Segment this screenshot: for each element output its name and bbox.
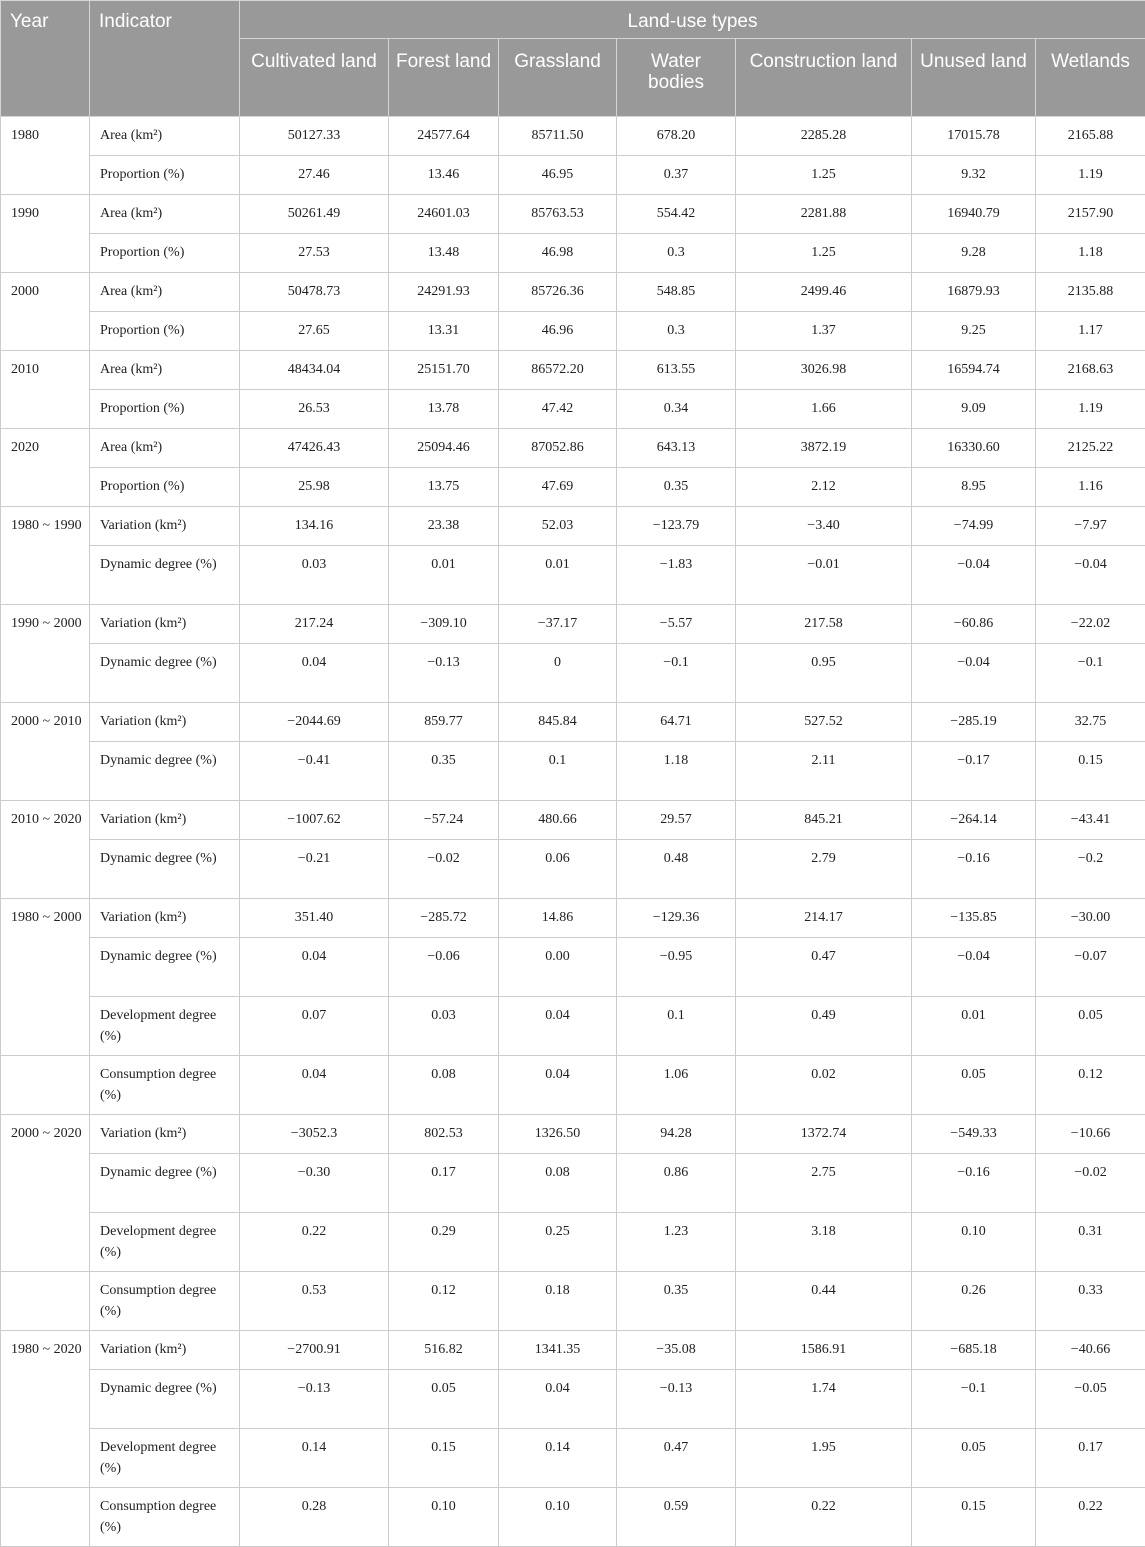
year-cell: 1980 ~ 2020 <box>1 1331 90 1488</box>
value-cell: 548.85 <box>617 273 736 312</box>
value-cell: 0.3 <box>617 234 736 273</box>
value-cell: 134.16 <box>240 507 389 546</box>
value-cell: 2.11 <box>736 742 912 801</box>
value-cell: 85726.36 <box>499 273 617 312</box>
value-cell: 87052.86 <box>499 429 617 468</box>
value-cell: 0.15 <box>1036 742 1145 801</box>
value-cell: 2.75 <box>736 1154 912 1213</box>
value-cell: 678.20 <box>617 117 736 156</box>
value-cell: 2168.63 <box>1036 351 1145 390</box>
table-row <box>1 1272 1145 1331</box>
indicator-cell: Dynamic degree (%) <box>90 840 240 899</box>
value-cell: −0.13 <box>389 644 499 703</box>
value-cell: 13.31 <box>389 312 499 351</box>
table-row <box>1 1488 1145 1547</box>
column-header: Cultivated land <box>240 39 389 117</box>
value-cell: −264.14 <box>912 801 1036 840</box>
value-cell: −0.17 <box>912 742 1036 801</box>
table-row <box>1 938 1145 997</box>
value-cell: 3872.19 <box>736 429 912 468</box>
value-cell: −135.85 <box>912 899 1036 938</box>
table-row <box>1 605 1145 644</box>
value-cell: 0.1 <box>499 742 617 801</box>
value-cell: 2285.28 <box>736 117 912 156</box>
indicator-cell: Area (km²) <box>90 273 240 312</box>
year-cell: 1980 ~ 1990 <box>1 507 90 605</box>
value-cell: 0.04 <box>240 938 389 997</box>
value-cell: 47.42 <box>499 390 617 429</box>
value-cell: 3026.98 <box>736 351 912 390</box>
table-row <box>1 644 1145 703</box>
value-cell: −0.16 <box>912 1154 1036 1213</box>
value-cell: 0.01 <box>499 546 617 605</box>
value-cell: 527.52 <box>736 703 912 742</box>
indicator-cell: Consumption degree (%) <box>90 1488 240 1547</box>
value-cell: 0.03 <box>389 997 499 1056</box>
table-row <box>1 351 1145 390</box>
table-row <box>1 801 1145 840</box>
value-cell: −7.97 <box>1036 507 1145 546</box>
value-cell: 0.37 <box>617 156 736 195</box>
value-cell: 0.04 <box>240 644 389 703</box>
value-cell: 25094.46 <box>389 429 499 468</box>
indicator-cell: Dynamic degree (%) <box>90 546 240 605</box>
year-cell: 1980 <box>1 117 90 195</box>
value-cell: 0.00 <box>499 938 617 997</box>
value-cell: −0.05 <box>1036 1370 1145 1429</box>
value-cell: −37.17 <box>499 605 617 644</box>
value-cell: 94.28 <box>617 1115 736 1154</box>
value-cell: 1.95 <box>736 1429 912 1488</box>
column-header: Forest land <box>389 39 499 117</box>
value-cell: 2281.88 <box>736 195 912 234</box>
value-cell: −74.99 <box>912 507 1036 546</box>
value-cell: 2.79 <box>736 840 912 899</box>
value-cell: 0.05 <box>1036 997 1145 1056</box>
value-cell: 0.47 <box>617 1429 736 1488</box>
value-cell: 32.75 <box>1036 703 1145 742</box>
value-cell: −35.08 <box>617 1331 736 1370</box>
indicator-cell: Variation (km²) <box>90 1331 240 1370</box>
table-row <box>1 1213 1145 1272</box>
indicator-cell: Proportion (%) <box>90 312 240 351</box>
value-cell: 9.09 <box>912 390 1036 429</box>
value-cell: 52.03 <box>499 507 617 546</box>
value-cell: 86572.20 <box>499 351 617 390</box>
value-cell: −285.19 <box>912 703 1036 742</box>
value-cell: 13.75 <box>389 468 499 507</box>
table-row <box>1 156 1145 195</box>
indicator-cell: Consumption degree (%) <box>90 1056 240 1115</box>
table-row <box>1 1154 1145 1213</box>
table-body <box>1 117 1145 1547</box>
year-cell: 2000 ~ 2010 <box>1 703 90 801</box>
value-cell: 351.40 <box>240 899 389 938</box>
value-cell: 27.65 <box>240 312 389 351</box>
value-cell: 1.18 <box>1036 234 1145 273</box>
value-cell: 0.06 <box>499 840 617 899</box>
value-cell: 46.98 <box>499 234 617 273</box>
indicator-header: Indicator <box>90 1 240 117</box>
column-header: Water bodies <box>617 39 736 117</box>
table-row <box>1 1115 1145 1154</box>
indicator-cell: Variation (km²) <box>90 801 240 840</box>
value-cell: 2.12 <box>736 468 912 507</box>
value-cell: −1.83 <box>617 546 736 605</box>
value-cell: 1.25 <box>736 234 912 273</box>
value-cell: 29.57 <box>617 801 736 840</box>
value-cell: 24577.64 <box>389 117 499 156</box>
value-cell: 1.66 <box>736 390 912 429</box>
value-cell: 46.96 <box>499 312 617 351</box>
value-cell: 0.10 <box>912 1213 1036 1272</box>
value-cell: 554.42 <box>617 195 736 234</box>
value-cell: 85763.53 <box>499 195 617 234</box>
column-header: Wetlands <box>1036 39 1145 117</box>
table-row <box>1 507 1145 546</box>
value-cell: 214.17 <box>736 899 912 938</box>
table-row <box>1 234 1145 273</box>
value-cell: 24601.03 <box>389 195 499 234</box>
value-cell: 1.06 <box>617 1056 736 1115</box>
indicator-cell: Variation (km²) <box>90 605 240 644</box>
value-cell: −0.16 <box>912 840 1036 899</box>
year-cell: 2000 <box>1 273 90 351</box>
value-cell: 0.15 <box>912 1488 1036 1547</box>
value-cell: 50127.33 <box>240 117 389 156</box>
table-row <box>1 273 1145 312</box>
value-cell: 25.98 <box>240 468 389 507</box>
value-cell: −685.18 <box>912 1331 1036 1370</box>
value-cell: −0.2 <box>1036 840 1145 899</box>
value-cell: 1.19 <box>1036 156 1145 195</box>
indicator-cell: Development degree (%) <box>90 1213 240 1272</box>
value-cell: 0.04 <box>499 997 617 1056</box>
value-cell: 1.18 <box>617 742 736 801</box>
value-cell: 50478.73 <box>240 273 389 312</box>
value-cell: −5.57 <box>617 605 736 644</box>
value-cell: 1326.50 <box>499 1115 617 1154</box>
value-cell: −129.36 <box>617 899 736 938</box>
indicator-cell: Proportion (%) <box>90 468 240 507</box>
value-cell: −0.02 <box>1036 1154 1145 1213</box>
value-cell: 845.21 <box>736 801 912 840</box>
value-cell: 643.13 <box>617 429 736 468</box>
year-header: Year <box>1 1 90 117</box>
indicator-cell: Dynamic degree (%) <box>90 644 240 703</box>
value-cell: 47.69 <box>499 468 617 507</box>
value-cell: 1586.91 <box>736 1331 912 1370</box>
value-cell: 3.18 <box>736 1213 912 1272</box>
table-row <box>1 703 1145 742</box>
value-cell: 0.12 <box>1036 1056 1145 1115</box>
value-cell: 516.82 <box>389 1331 499 1370</box>
value-cell: −0.04 <box>912 644 1036 703</box>
value-cell: 14.86 <box>499 899 617 938</box>
table-row <box>1 1056 1145 1115</box>
value-cell: −10.66 <box>1036 1115 1145 1154</box>
value-cell: −40.66 <box>1036 1331 1145 1370</box>
year-cell: 2000 ~ 2020 <box>1 1115 90 1272</box>
value-cell: −0.01 <box>736 546 912 605</box>
value-cell: −43.41 <box>1036 801 1145 840</box>
value-cell: 2165.88 <box>1036 117 1145 156</box>
indicator-cell: Dynamic degree (%) <box>90 1370 240 1429</box>
value-cell: 8.95 <box>912 468 1036 507</box>
value-cell: 0.28 <box>240 1488 389 1547</box>
value-cell: −3052.3 <box>240 1115 389 1154</box>
value-cell: 1341.35 <box>499 1331 617 1370</box>
value-cell: 9.32 <box>912 156 1036 195</box>
value-cell: −0.13 <box>240 1370 389 1429</box>
value-cell: 0.53 <box>240 1272 389 1331</box>
value-cell: 0.12 <box>389 1272 499 1331</box>
value-cell: 0.47 <box>736 938 912 997</box>
year-cell: 1990 <box>1 195 90 273</box>
value-cell: −549.33 <box>912 1115 1036 1154</box>
value-cell: 0.31 <box>1036 1213 1145 1272</box>
indicator-cell: Area (km²) <box>90 195 240 234</box>
value-cell: −3.40 <box>736 507 912 546</box>
value-cell: 0.29 <box>389 1213 499 1272</box>
value-cell: 0.35 <box>617 468 736 507</box>
value-cell: −2044.69 <box>240 703 389 742</box>
value-cell: 2135.88 <box>1036 273 1145 312</box>
year-cell: 2010 ~ 2020 <box>1 801 90 899</box>
value-cell: 0.14 <box>240 1429 389 1488</box>
year-cell: 2010 <box>1 351 90 429</box>
year-cell <box>1 1056 90 1115</box>
table-row <box>1 117 1145 156</box>
value-cell: −0.30 <box>240 1154 389 1213</box>
value-cell: 46.95 <box>499 156 617 195</box>
value-cell: 16594.74 <box>912 351 1036 390</box>
value-cell: 0.02 <box>736 1056 912 1115</box>
value-cell: −0.95 <box>617 938 736 997</box>
table-row <box>1 390 1145 429</box>
value-cell: 0.10 <box>389 1488 499 1547</box>
table-row <box>1 899 1145 938</box>
value-cell: 0.86 <box>617 1154 736 1213</box>
land-use-types-header: Land-use types <box>240 1 1145 39</box>
value-cell: 0.07 <box>240 997 389 1056</box>
value-cell: 0.22 <box>736 1488 912 1547</box>
indicator-cell: Proportion (%) <box>90 156 240 195</box>
value-cell: −60.86 <box>912 605 1036 644</box>
value-cell: 0.35 <box>617 1272 736 1331</box>
table-row <box>1 1370 1145 1429</box>
table-row <box>1 468 1145 507</box>
value-cell: 217.58 <box>736 605 912 644</box>
value-cell: 27.53 <box>240 234 389 273</box>
table-row <box>1 997 1145 1056</box>
indicator-cell: Development degree (%) <box>90 1429 240 1488</box>
value-cell: 24291.93 <box>389 273 499 312</box>
value-cell: 0.35 <box>389 742 499 801</box>
value-cell: 0.17 <box>1036 1429 1145 1488</box>
value-cell: 0.25 <box>499 1213 617 1272</box>
value-cell: 0.49 <box>736 997 912 1056</box>
year-cell: 2020 <box>1 429 90 507</box>
value-cell: −0.06 <box>389 938 499 997</box>
column-header: Construction land <box>736 39 912 117</box>
value-cell: −0.21 <box>240 840 389 899</box>
value-cell: 9.25 <box>912 312 1036 351</box>
value-cell: 0.22 <box>240 1213 389 1272</box>
value-cell: 2157.90 <box>1036 195 1145 234</box>
value-cell: 0.15 <box>389 1429 499 1488</box>
value-cell: 0.03 <box>240 546 389 605</box>
value-cell: 845.84 <box>499 703 617 742</box>
year-cell: 1990 ~ 2000 <box>1 605 90 703</box>
indicator-cell: Consumption degree (%) <box>90 1272 240 1331</box>
value-cell: −0.02 <box>389 840 499 899</box>
value-cell: 50261.49 <box>240 195 389 234</box>
table-row <box>1 195 1145 234</box>
year-cell: 1980 ~ 2000 <box>1 899 90 1056</box>
value-cell: −0.13 <box>617 1370 736 1429</box>
value-cell: −0.07 <box>1036 938 1145 997</box>
value-cell: 0.14 <box>499 1429 617 1488</box>
indicator-cell: Area (km²) <box>90 117 240 156</box>
value-cell: −0.04 <box>912 938 1036 997</box>
value-cell: 0.3 <box>617 312 736 351</box>
table-row <box>1 840 1145 899</box>
table-row <box>1 429 1145 468</box>
value-cell: −0.1 <box>617 644 736 703</box>
value-cell: 27.46 <box>240 156 389 195</box>
value-cell: −57.24 <box>389 801 499 840</box>
value-cell: 0.01 <box>912 997 1036 1056</box>
indicator-cell: Development degree (%) <box>90 997 240 1056</box>
value-cell: 13.78 <box>389 390 499 429</box>
value-cell: 0.08 <box>499 1154 617 1213</box>
value-cell: 1372.74 <box>736 1115 912 1154</box>
value-cell: 13.46 <box>389 156 499 195</box>
value-cell: 613.55 <box>617 351 736 390</box>
value-cell: 1.16 <box>1036 468 1145 507</box>
value-cell: −123.79 <box>617 507 736 546</box>
value-cell: 0.59 <box>617 1488 736 1547</box>
value-cell: −0.1 <box>1036 644 1145 703</box>
value-cell: 0.48 <box>617 840 736 899</box>
year-cell <box>1 1272 90 1331</box>
value-cell: 0.10 <box>499 1488 617 1547</box>
column-header: Grassland <box>499 39 617 117</box>
value-cell: −1007.62 <box>240 801 389 840</box>
value-cell: 0.05 <box>912 1056 1036 1115</box>
value-cell: 0.44 <box>736 1272 912 1331</box>
value-cell: 0.95 <box>736 644 912 703</box>
indicator-cell: Proportion (%) <box>90 390 240 429</box>
value-cell: 0.04 <box>240 1056 389 1115</box>
value-cell: 85711.50 <box>499 117 617 156</box>
value-cell: 0.01 <box>389 546 499 605</box>
indicator-cell: Dynamic degree (%) <box>90 938 240 997</box>
value-cell: 17015.78 <box>912 117 1036 156</box>
value-cell: −0.04 <box>1036 546 1145 605</box>
indicator-cell: Variation (km²) <box>90 703 240 742</box>
value-cell: 1.74 <box>736 1370 912 1429</box>
value-cell: −2700.91 <box>240 1331 389 1370</box>
column-header: Unused land <box>912 39 1036 117</box>
value-cell: −0.41 <box>240 742 389 801</box>
value-cell: 1.19 <box>1036 390 1145 429</box>
value-cell: 26.53 <box>240 390 389 429</box>
indicator-cell: Area (km²) <box>90 351 240 390</box>
value-cell: −0.1 <box>912 1370 1036 1429</box>
indicator-cell: Dynamic degree (%) <box>90 1154 240 1213</box>
value-cell: 1.25 <box>736 156 912 195</box>
indicator-cell: Dynamic degree (%) <box>90 742 240 801</box>
value-cell: 0.17 <box>389 1154 499 1213</box>
value-cell: 0 <box>499 644 617 703</box>
value-cell: 0.34 <box>617 390 736 429</box>
value-cell: 0.05 <box>912 1429 1036 1488</box>
value-cell: 13.48 <box>389 234 499 273</box>
value-cell: 47426.43 <box>240 429 389 468</box>
value-cell: 48434.04 <box>240 351 389 390</box>
table-row <box>1 742 1145 801</box>
value-cell: 0.18 <box>499 1272 617 1331</box>
value-cell: 16940.79 <box>912 195 1036 234</box>
value-cell: 1.37 <box>736 312 912 351</box>
value-cell: 217.24 <box>240 605 389 644</box>
indicator-cell: Area (km²) <box>90 429 240 468</box>
value-cell: 0.33 <box>1036 1272 1145 1331</box>
value-cell: −22.02 <box>1036 605 1145 644</box>
value-cell: −285.72 <box>389 899 499 938</box>
indicator-cell: Variation (km²) <box>90 899 240 938</box>
year-cell <box>1 1488 90 1547</box>
value-cell: 480.66 <box>499 801 617 840</box>
value-cell: 0.04 <box>499 1056 617 1115</box>
value-cell: 1.17 <box>1036 312 1145 351</box>
value-cell: 16879.93 <box>912 273 1036 312</box>
value-cell: 0.22 <box>1036 1488 1145 1547</box>
value-cell: −0.04 <box>912 546 1036 605</box>
indicator-cell: Variation (km²) <box>90 1115 240 1154</box>
value-cell: 802.53 <box>389 1115 499 1154</box>
value-cell: 0.26 <box>912 1272 1036 1331</box>
value-cell: 1.23 <box>617 1213 736 1272</box>
value-cell: −309.10 <box>389 605 499 644</box>
table-row <box>1 1331 1145 1370</box>
value-cell: 9.28 <box>912 234 1036 273</box>
value-cell: 25151.70 <box>389 351 499 390</box>
value-cell: 0.04 <box>499 1370 617 1429</box>
indicator-cell: Variation (km²) <box>90 507 240 546</box>
table-row <box>1 1429 1145 1488</box>
value-cell: 16330.60 <box>912 429 1036 468</box>
value-cell: −30.00 <box>1036 899 1145 938</box>
table-row <box>1 312 1145 351</box>
value-cell: 0.08 <box>389 1056 499 1115</box>
value-cell: 859.77 <box>389 703 499 742</box>
table-row <box>1 546 1145 605</box>
value-cell: 23.38 <box>389 507 499 546</box>
value-cell: 2125.22 <box>1036 429 1145 468</box>
value-cell: 0.1 <box>617 997 736 1056</box>
table-header <box>1 1 1145 117</box>
value-cell: 2499.46 <box>736 273 912 312</box>
value-cell: 64.71 <box>617 703 736 742</box>
value-cell: 0.05 <box>389 1370 499 1429</box>
indicator-cell: Proportion (%) <box>90 234 240 273</box>
